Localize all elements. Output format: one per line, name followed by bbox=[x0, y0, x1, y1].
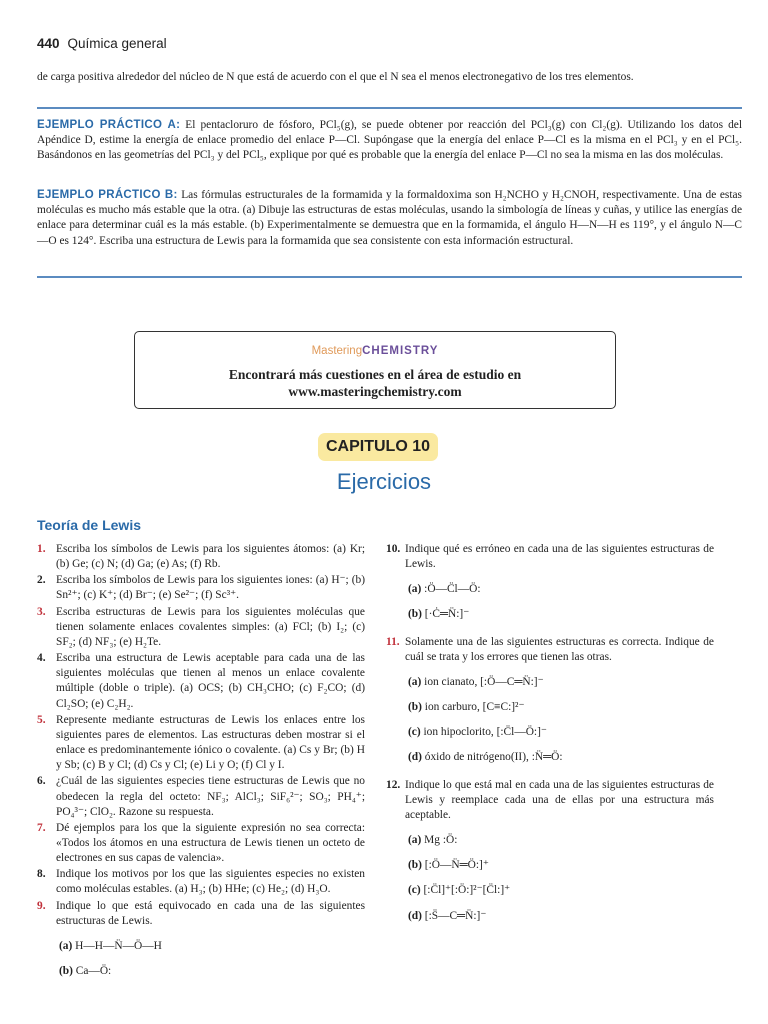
exercise-10-a: (a) :Ö—C̈l—Ö: bbox=[408, 583, 481, 596]
divider bbox=[37, 107, 742, 109]
example-a bbox=[37, 118, 742, 164]
exercise-10: 10. Indique qué es erróneo en cada una de las siguientes estructuras de Lewis. bbox=[386, 543, 714, 571]
promo-url[interactable]: www.masteringchemistry.com bbox=[288, 384, 462, 400]
exercise-3: 3. Escriba estructuras de Lewis para los siguientes moléculas que tienen solamente enlaces covalentes simples: (a) FCl; (b) I₂; (c) SF₂; (d) NF₃; (e) H₂Te. bbox=[37, 605, 365, 648]
promo-box bbox=[134, 331, 616, 409]
intro-paragraph: de carga positiva alrededor del núcleo de N que está de acuerdo con el que el N sea el menos electronegativo de los tres elementos. bbox=[37, 71, 634, 83]
exercise-9-b: (b) Ca—Ö: bbox=[59, 965, 112, 978]
exercise-11: 11. Solamente una de las siguientes estructuras es correcta. Indique de cuál se trata y los errores que tienen las otras. bbox=[386, 635, 714, 663]
exercise-11-d: (d) óxido de nitrógeno(II), :N̈═Ö: bbox=[408, 751, 563, 764]
exercise-12-b: (b) [:Ö—N̈═Ö:]⁺ bbox=[408, 859, 489, 872]
exercise-12: 12. Indique lo que está mal en cada una de las siguientes estructuras de Lewis y reemplace cada una de ellas por una estructura más aceptable. bbox=[386, 778, 714, 821]
section-title: Teoría de Lewis bbox=[37, 517, 141, 533]
exercise-11-b: (b) ion carburo, [C≡C:]²⁻ bbox=[408, 701, 525, 714]
divider bbox=[37, 276, 742, 278]
page-title: Ejercicios bbox=[336, 469, 432, 494]
example-a-text: El pentacloruro de fósforo, PCl₅(g), se puede obtener por reacción del PCl₃(g) con Cl₂(g). Utilizando los datos del Apéndice D, estime la energía de enlace promedio del enlace P—Cl. Supóngase que la energía del enlace P—Cl es la misma en el PCl₃ y en el PCl₅. Basándonos en las geometrías del PCl₃ y del PCl₅, explique por qué es probable que la energía del enlace P—Cl no sea la misma en las dos moléculas. bbox=[37, 119, 742, 162]
exercise-12-d: (d) [:S̈—C═N̈:]⁻ bbox=[408, 909, 487, 922]
exercise-5: 5. Represente mediante estructuras de Lewis los enlaces entre los siguientes pares de elementos. Las estructuras deben mostrar si el enlace es predominantemente iónico o covalente. (a) Cs y Br; (b) H y Sb; (c) B y Cl; (d) Cs y Cl; (e) Li y O; (f) Cl y I. bbox=[37, 713, 365, 772]
exercise-6: 6. ¿Cuál de las siguientes especies tiene estructuras de Lewis que no obedecen la regla del octeto: NF₃; AlCl₃; SiF₆²⁻; SO₃; PH₄⁺; PO₄³⁻; ClO₂. Razone su respuesta. bbox=[37, 775, 365, 818]
exercise-8: 8. Indique los motivos por los que las siguientes especies no existen como moléculas estables. (a) H₃; (b) HHe; (c) He₂; (d) H₃O. bbox=[37, 868, 365, 896]
exercise-10-b: (b) [·Ċ═N̈:]⁻ bbox=[408, 608, 470, 621]
right-column bbox=[386, 542, 714, 934]
promo-line: Encontrará más cuestiones en el área de estudio en bbox=[228, 367, 522, 383]
exercise-9-a: (a) H—H—N̈—Ö—H bbox=[59, 939, 162, 952]
mastering-chemistry-logo: MasteringCHEMISTRY bbox=[311, 345, 439, 357]
example-a-label: EJEMPLO PRÁCTICO A: bbox=[37, 119, 181, 131]
exercise-7: 7. Dé ejemplos para los que la siguiente expresión no sea correcta: «Todos los átomos en una estructura de Lewis tienen un octeto de electrones en sus capas de valencia». bbox=[37, 821, 365, 865]
left-column bbox=[37, 542, 365, 985]
example-b bbox=[37, 188, 742, 249]
exercise-1: 1. Escriba los símbolos de Lewis para los siguientes átomos: (a) Kr; (b) Ge; (c) N; (d) Ga; (e) As; (f) Rb. bbox=[37, 543, 365, 571]
page-header bbox=[37, 35, 167, 53]
exercise-12-a: (a) Mg :Ö: bbox=[408, 834, 458, 847]
example-b-label: EJEMPLO PRÁCTICO B: bbox=[37, 189, 178, 201]
example-b-text: Las fórmulas estructurales de la formamida y la formaldoxima son H₂NCHO y H₂CNOH, respectivamente. Una de estas moléculas es mucho más estable que la otra. (a) Dibuje las estructuras de estas moléculas, usando la simbología de líneas y cuñas, y utilice las energías de enlace para determinar cuál es la más estable. (b) Experimentalmente se demuestra que en la formamida, el ángulo H—N—H es 119°, y el ángulo N—C—O es 124°. Escriba una estructura de Lewis para la formamida que sea consistente con esta información estructural. bbox=[37, 189, 742, 247]
chapter-label: CAPITULO 10 bbox=[318, 433, 438, 461]
exercise-12-c: (c) [:C̈l]⁺[:Ö:]²⁻[C̈l:]⁺ bbox=[408, 884, 511, 897]
exercise-11-c: (c) ion hipoclorito, [:C̈l—Ö:]⁻ bbox=[408, 726, 547, 739]
page-number: 440 bbox=[37, 36, 60, 51]
book-title: Química general bbox=[67, 36, 167, 51]
exercise-9: 9. Indique lo que está equivocado en cada una de las siguientes estructuras de Lewis. bbox=[37, 899, 365, 927]
exercise-11-a: (a) ion cianato, [:Ö—C═N̈:]⁻ bbox=[408, 675, 544, 688]
exercise-4: 4. Escriba una estructura de Lewis aceptable para cada una de las siguientes moléculas que tienen al menos un enlace covalente múltiple (doble o triple). (a) OCS; (b) CH₃CHO; (c) F₂CO; (d) Cl₂SO; (e) C₂H₂. bbox=[37, 652, 365, 710]
exercise-2: 2. Escriba los símbolos de Lewis para los siguientes iones: (a) H⁻; (b) Sn²⁺; (c) K⁺; (d) Br⁻; (e) Se²⁻; (f) Sc³⁺. bbox=[37, 574, 365, 602]
